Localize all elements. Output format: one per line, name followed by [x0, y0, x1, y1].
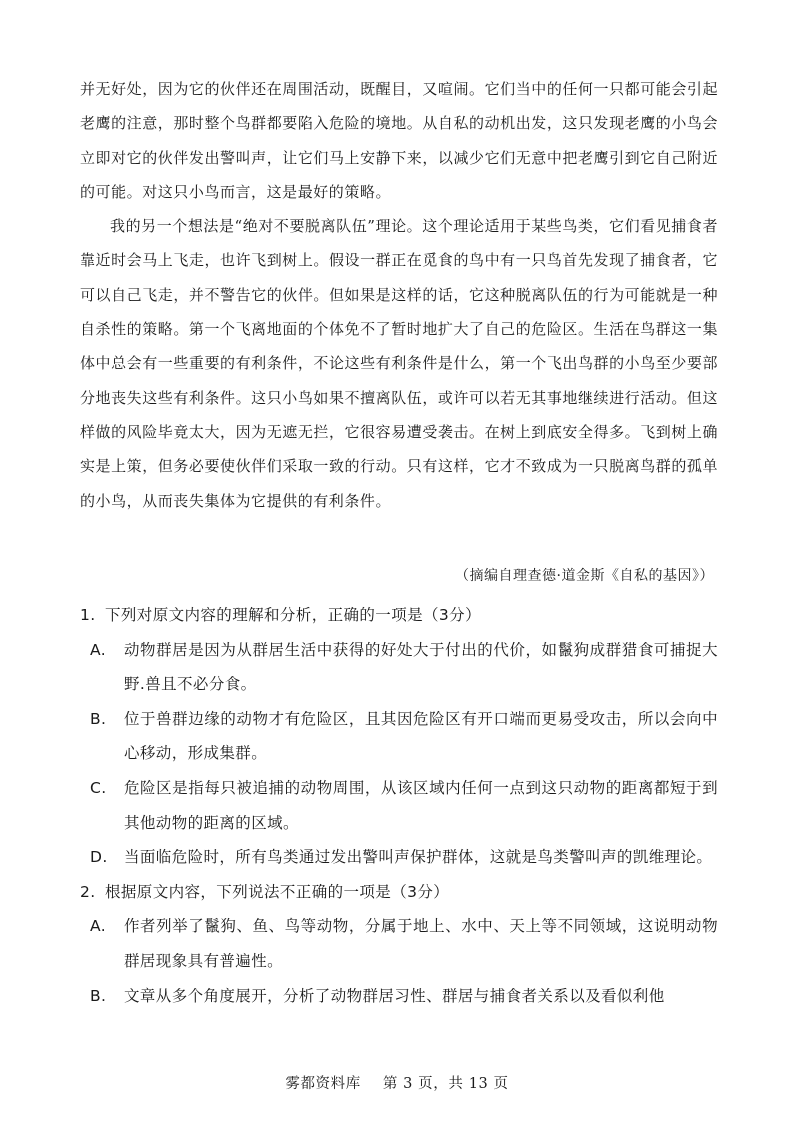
option-letter: B.: [90, 709, 107, 728]
question-stem: [80, 875, 718, 910]
option-letter: B.: [90, 986, 107, 1005]
question-2: [80, 875, 718, 1013]
option-text: 动物群居是因为从群居生活中获得的好处大于付出的代价，如鬣狗成群猎食可捕捉大野.兽且不必分食。: [124, 640, 718, 694]
page-footer: [0, 1072, 794, 1093]
option-a: [80, 909, 718, 978]
question-number: 2.: [80, 882, 96, 901]
passage-source: （摘编自理查德·道金斯《自私的基因》）: [455, 568, 714, 584]
option-letter: A.: [90, 640, 107, 659]
option-text: 危险区是指每只被追捕的动物周围，从该区域内任何一点到这只动物的距离都短于到其他动物的距离的区域。: [124, 778, 718, 832]
option-b: [80, 702, 718, 771]
option-a: [80, 633, 718, 702]
question-text: 根据原文内容，下列说法不正确的一项是（3分）: [105, 882, 450, 901]
question-1: [80, 598, 718, 875]
question-list: [80, 598, 718, 1013]
option-letter: C.: [90, 778, 107, 797]
footer-source-name: 雾都资料库: [285, 1076, 361, 1092]
question-number: 1.: [80, 606, 96, 624]
option-text: 作者列举了鬣狗、鱼、鸟等动物，分属于地上、水中、天上等不同领域，这说明动物群居现象具有普遍性。: [124, 917, 718, 970]
question-text: 下列对原文内容的理解和分析，正确的一项是（3分）: [105, 606, 481, 624]
option-text: 位于兽群边缘的动物才有危险区，且其因危险区有开口端而更易受攻击，所以会向中心移动，形成集群。: [124, 709, 718, 763]
question-stem: [80, 598, 718, 633]
option-text: 当面临危险时，所有鸟类通过发出警叫声保护群体，这就是鸟类警叫声的凯维理论。: [124, 848, 713, 867]
passage-paragraph: 并无好处，因为它的伙伴还在周围活动，既醒目，又喧闹。它们当中的任何一只都可能会引起老鹰的注意，那时整个鸟群都要陷入危险的境地。从自私的动机出发，这只发现老鹰的小鸟会立即对它的伙伴发出警叫声，让它们马上安静下来，以减少它们无意中把老鹰引到它自己附近的可能。对这只小鸟而言，这是最好的策略。: [80, 80, 718, 201]
passage-paragraph: 我的另一个想法是“绝对不要脱离队伍”理论。这个理论适用于某些鸟类，它们看见捕食者靠近时会马上飞走，也许飞到树上。假设一群正在觅食的鸟中有一只鸟首先发现了捕食者，它可以自己飞走，并不警告它的伙伴。但如果是这样的话，它这种脱离队伍的行为可能就是一种自杀性的策略。第一个飞离地面的个体免不了暂时地扩大了自己的危险区。生活在鸟群这一集体中总会有一些重要的有利条件，不论这些有利条件是什么，第一个飞出鸟群的小鸟至少要部分地丧失这些有利条件。这只小鸟如果不擅离队伍，或许可以若无其事地继续进行活动。但这样做的风险毕竟太大，因为无遮无拦，它很容易遭受袭击。在树上到底安全得多。飞到树上确实是上策，但务必要使伙伴们采取一致的行动。只有这样，它才不致成为一只脱离鸟群的孤单的小鸟，从而丧失集体为它提供的有利条件。: [80, 217, 718, 510]
reading-passage: [80, 72, 718, 518]
option-letter: D.: [90, 848, 108, 867]
option-c: [80, 771, 718, 840]
footer-page-info: 第 3 页，共 13 页: [382, 1076, 509, 1092]
option-d: [80, 840, 718, 875]
option-b: [80, 979, 718, 1014]
option-text: 文章从多个角度展开，分析了动物群居习性、群居与捕食者关系以及看似利他: [124, 986, 665, 1005]
option-letter: A.: [90, 917, 107, 936]
